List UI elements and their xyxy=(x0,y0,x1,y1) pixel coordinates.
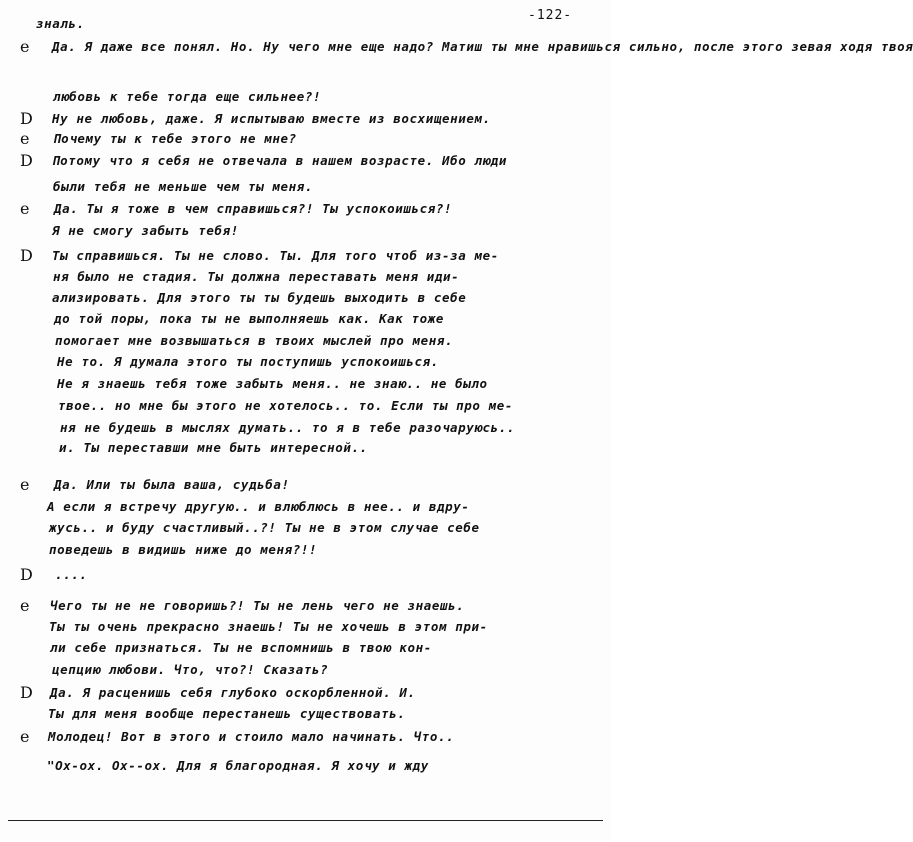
speaker-marker: D xyxy=(20,151,33,170)
text-line: жусь.. и буду счастливый..?! Ты не в этом случае себе xyxy=(49,520,480,535)
text-line: ли себе признаться. Ты не вспомнишь в твою кон- xyxy=(50,640,432,655)
speaker-marker: D xyxy=(20,683,33,702)
text-line: Чего ты не не говоришь?! Ты не лень чего не знаешь. xyxy=(50,598,465,613)
text-line: до той поры, пока ты не выполняешь как. Как тоже xyxy=(54,311,445,326)
speaker-marker: e xyxy=(20,475,30,494)
speaker-marker: e xyxy=(20,596,30,615)
speaker-marker: e xyxy=(20,129,30,148)
text-line: Не то. Я думала этого ты поступишь успокоишься. xyxy=(57,354,439,369)
text-line: любовь к тебе тогда еще сильнее?! xyxy=(53,89,322,104)
text-line: ня было не стадия. Ты должна переставать меня иди- xyxy=(53,269,460,284)
text-line: Да. Я расценишь себя глубоко оскорбленной. И. xyxy=(50,685,416,700)
text-line: твое.. но мне бы этого не хотелось.. то. Если ты про ме- xyxy=(58,398,514,413)
text-line: А если я встречу другую.. и влюблюсь в нее.. и вдру- xyxy=(47,499,470,514)
text-line: ня не будешь в мыслях думать.. то я в тебе разочаруюсь.. xyxy=(60,420,516,435)
text-line: .... xyxy=(55,567,88,582)
text-line: и. Ты переставши мне быть интересной.. xyxy=(59,440,368,455)
text-line: зналь. xyxy=(36,16,85,31)
text-line: Потому что я себя не отвечала в нашем возрасте. Ибо люди xyxy=(52,153,508,168)
text-line: "Ох-ох. Ох--ох. Для я благородная. Я хочу и жду xyxy=(47,758,429,773)
text-line: Не я знаешь тебя тоже забыть меня.. не знаю.. не было xyxy=(57,376,488,391)
page-number: -122- xyxy=(528,8,573,23)
speaker-marker: D xyxy=(20,109,33,128)
text-line: цепцию любови. Что, что?! Сказать? xyxy=(52,662,329,677)
speaker-marker: D xyxy=(20,565,33,584)
text-line: Молодец! Вот в этого и стоило мало начинать. Что.. xyxy=(48,729,455,744)
text-line: Ты справишься. Ты не слово. Ты. Для того чтоб из-за ме- xyxy=(52,248,499,263)
text-line: Да. Или ты была ваша, судьба! xyxy=(54,477,290,492)
bottom-rule xyxy=(8,820,603,821)
text-line: ализировать. Для этого ты ты будешь выходить в себе xyxy=(52,290,467,305)
text-line: Почему ты к тебе этого не мне? xyxy=(53,131,297,146)
text-line: Ну не любовь, даже. Я испытываю вместе из восхищением. xyxy=(52,111,491,126)
text-line: Ты ты очень прекрасно знаешь! Ты не хочешь в этом при- xyxy=(49,619,488,634)
text-line: Да. Ты я тоже в чем справишься?! Ты успокоишься?! xyxy=(54,201,453,216)
speaker-marker: e xyxy=(20,727,30,746)
speaker-marker: D xyxy=(20,246,33,265)
text-line: были тебя не меньше чем ты меня. xyxy=(53,179,314,194)
text-line: помогает мне возвышаться в твоих мыслей про меня. xyxy=(55,333,454,348)
text-line: Да. Я даже все понял. Но. Ну чего мне еще надо? Матиш ты мне нравишься сильно, после этого зевая ходя твоя xyxy=(52,39,913,54)
text-line: Я не смогу забыть тебя! xyxy=(52,223,239,238)
text-line: Ты для меня вообще перестанешь существовать. xyxy=(48,706,406,721)
text-line: поведешь в видишь ниже до меня?!! xyxy=(49,542,318,557)
speaker-marker: e xyxy=(20,199,30,218)
speaker-marker: e xyxy=(20,37,30,56)
